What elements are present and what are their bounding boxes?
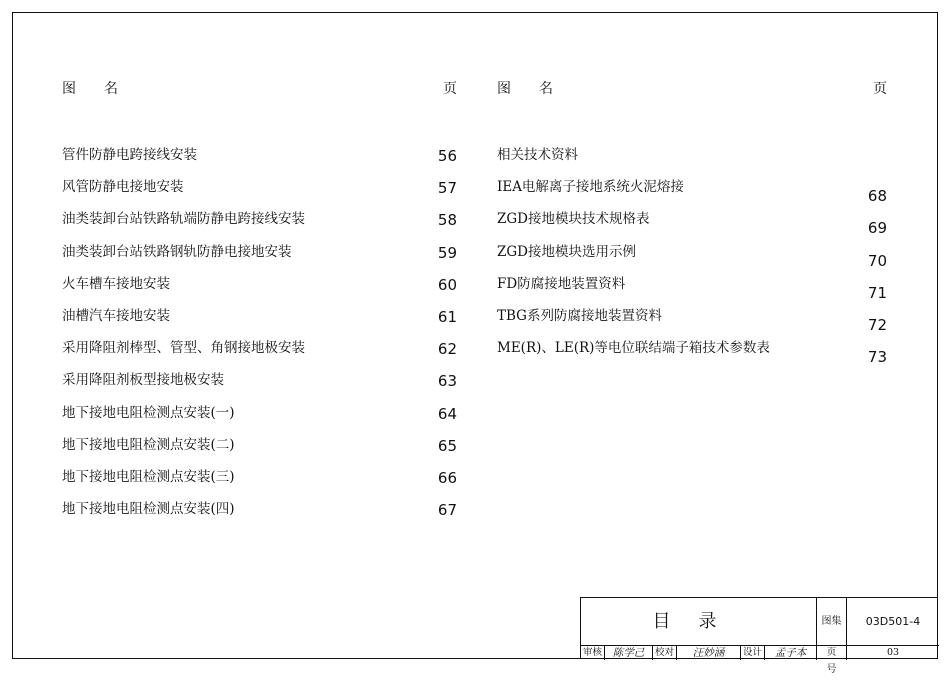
right-entry-list <box>487 143 887 368</box>
entry-page-number: 72 <box>867 315 887 334</box>
entry-title: FD防腐接地装置资料 <box>497 275 626 292</box>
toc-entry <box>52 433 457 465</box>
section-heading-text: 相关技术资料 <box>497 147 578 163</box>
entry-page-number: 59 <box>437 243 457 262</box>
section-heading <box>487 143 887 175</box>
entry-page-number: 71 <box>867 283 887 302</box>
entry-title: 采用降阻剂板型接地极安装 <box>62 372 224 389</box>
toc-entry <box>52 304 457 336</box>
design-label: 设计 <box>741 646 765 660</box>
entry-page-number: 67 <box>437 501 457 520</box>
page-number: 03 <box>886 647 900 658</box>
toc-entry <box>52 240 457 272</box>
right-column <box>487 78 887 367</box>
toc-entry <box>52 465 457 497</box>
page-label: 页 <box>817 646 847 660</box>
entry-title: 地下接地电阻检测点安装(一) <box>62 404 235 421</box>
toc-entry <box>52 175 457 207</box>
check-signature: 汪妙涵 <box>677 646 741 660</box>
toc-entry <box>52 336 457 368</box>
left-column <box>52 78 457 520</box>
toc-entry <box>487 336 887 368</box>
left-header <box>52 78 457 108</box>
toc-entry <box>52 143 457 175</box>
page-column-header: 页 <box>443 81 457 97</box>
entry-title: 地下接地电阻检测点安装(四) <box>62 501 235 518</box>
name-column-header: 图名 <box>62 81 146 97</box>
toc-entry <box>52 368 457 400</box>
toc-entry <box>487 272 887 304</box>
entry-title: ZGD接地模块选用示例 <box>497 243 636 260</box>
entry-title: 油类装卸台站铁路钢轨防静电接地安装 <box>62 243 292 260</box>
toc-entry <box>52 272 457 304</box>
entry-page-number: 62 <box>437 340 457 359</box>
entry-page-number: 61 <box>437 307 457 326</box>
entry-page-number: 57 <box>437 179 457 198</box>
design-signature: 孟子本 <box>765 646 817 660</box>
toc-entry <box>487 207 887 239</box>
entry-page-number: 66 <box>437 468 457 487</box>
title-block <box>580 597 938 675</box>
entry-title: 地下接地电阻检测点安装(三) <box>62 468 235 485</box>
entry-page-number: 56 <box>437 147 457 165</box>
entry-page-number: 70 <box>867 251 887 270</box>
entry-title: 风管防静电接地安装 <box>62 179 184 196</box>
page-column-header: 页 <box>873 81 887 97</box>
review-signature: 陈学己 <box>605 646 653 660</box>
entry-title: TBG系列防腐接地装置资料 <box>497 307 662 324</box>
entry-page-number: 58 <box>437 211 457 230</box>
entry-page-number: 64 <box>437 404 457 423</box>
atlas-number: 03D501-4 <box>847 598 939 646</box>
review-label: 审核 <box>581 646 605 660</box>
entry-page-number: 68 <box>867 187 887 206</box>
toc-entry <box>52 207 457 239</box>
toc-entry <box>487 240 887 272</box>
entry-title: 火车槽车接地安装 <box>62 275 170 292</box>
toc-entry <box>487 304 887 336</box>
right-header <box>487 78 887 108</box>
atlas-number-label: 图集号 <box>817 598 847 646</box>
entry-title: 采用降阻剂棒型、管型、角钢接地极安装 <box>62 340 305 357</box>
entry-title: 油类装卸台站铁路轨端防静电跨接线安装 <box>62 211 305 228</box>
toc-entry <box>52 401 457 433</box>
check-label: 校对 <box>653 646 677 660</box>
entry-title: 油槽汽车接地安装 <box>62 307 170 324</box>
entry-page-number: 69 <box>867 219 887 238</box>
entry-page-number: 73 <box>867 348 887 367</box>
entry-title: IEA电解离子接地系统火泥熔接 <box>497 179 684 196</box>
drawing-title: 目录 <box>581 598 817 646</box>
left-entry-list <box>52 143 457 529</box>
toc-entry <box>52 497 457 529</box>
toc-entry <box>487 175 887 207</box>
name-column-header: 图名 <box>497 81 581 97</box>
entry-page-number: 60 <box>437 275 457 294</box>
entry-page-number: 63 <box>437 372 457 391</box>
entry-title: ZGD接地模块技术规格表 <box>497 211 650 228</box>
entry-title: 地下接地电阻检测点安装(二) <box>62 436 235 453</box>
entry-title: ME(R)、LE(R)等电位联结端子箱技术参数表 <box>497 340 770 357</box>
entry-page-number: 65 <box>437 436 457 455</box>
entry-title: 管件防静电跨接线安装 <box>62 147 197 163</box>
